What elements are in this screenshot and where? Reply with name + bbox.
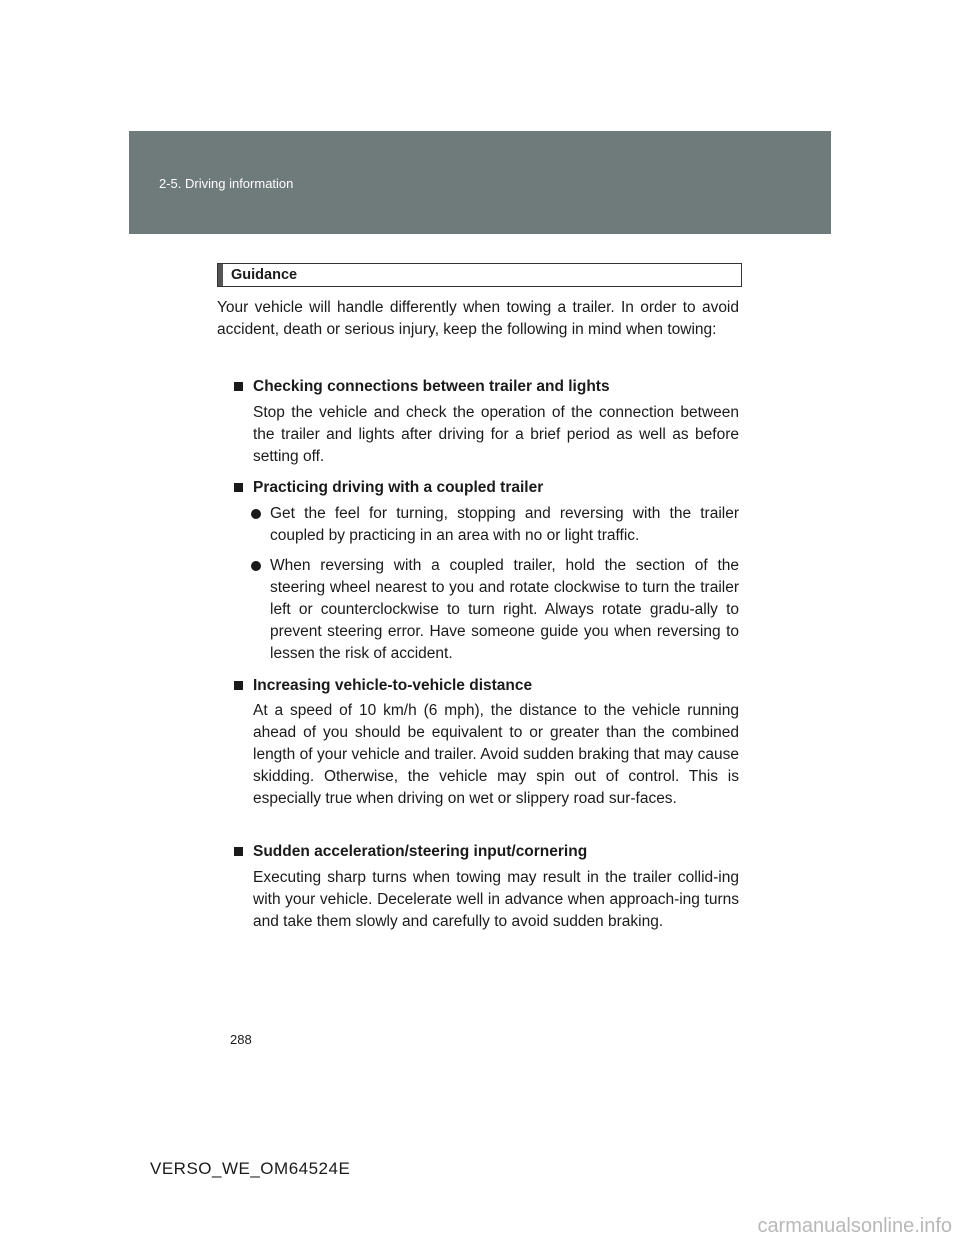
list-item: Get the feel for turning, stopping and reversing with the trailer coupled by practicing in an area with no or light traffic. [270,503,739,547]
page-number: 288 [230,1032,252,1047]
square-bullet-icon [234,847,243,856]
guidance-bar [218,264,223,286]
section-heading: Increasing vehicle-to-vehicle distance [253,675,739,697]
section-title: 2-5. Driving information [159,176,294,191]
list-item: When reversing with a coupled trailer, hold the section of the steering wheel nearest to you and rotate clockwise to turn the trailer left or counterclockwise to turn right. Always rotate gradu-ally to prevent steering error. Have someone guide you when reversing to lessen the risk of accident. [270,555,739,665]
section-body: Stop the vehicle and check the operation of the connection between the trailer and lights after driving for a brief period as well as before setting off. [253,404,739,465]
guidance-box [217,263,742,287]
guidance-title: Guidance [231,267,298,283]
square-bullet-icon [234,382,243,391]
section-body: Executing sharp turns when towing may result in the trailer collid-ing with your vehicle. Decelerate well in advance when approach-ing turns and take them slowly and carefully to avoid sudden braking. [253,869,739,930]
section-body: At a speed of 10 km/h (6 mph), the distance to the vehicle running ahead of you should be equivalent to or greater than the combined length of your vehicle and trailer. Avoid sudden braking that may cause skidding. Otherwise, the vehicle may spin out of control. This is especially true when driving on wet or slippery road sur-faces. [253,702,739,807]
section-heading: Sudden acceleration/steering input/cornering [253,841,739,863]
section-heading: Practicing driving with a coupled trailer [253,477,739,499]
intro-paragraph: Your vehicle will handle differently when towing a trailer. In order to avoid accident, death or serious injury, keep the following in mind when towing: [217,299,739,338]
round-bullet-icon [251,509,261,519]
document-code: VERSO_WE_OM64524E [150,1159,351,1178]
watermark: carmanualsonline.info [757,1215,952,1237]
section-heading: Checking connections between trailer and lights [253,376,739,398]
square-bullet-icon [234,483,243,492]
header-band [129,131,831,234]
round-bullet-icon [251,561,261,571]
square-bullet-icon [234,681,243,690]
